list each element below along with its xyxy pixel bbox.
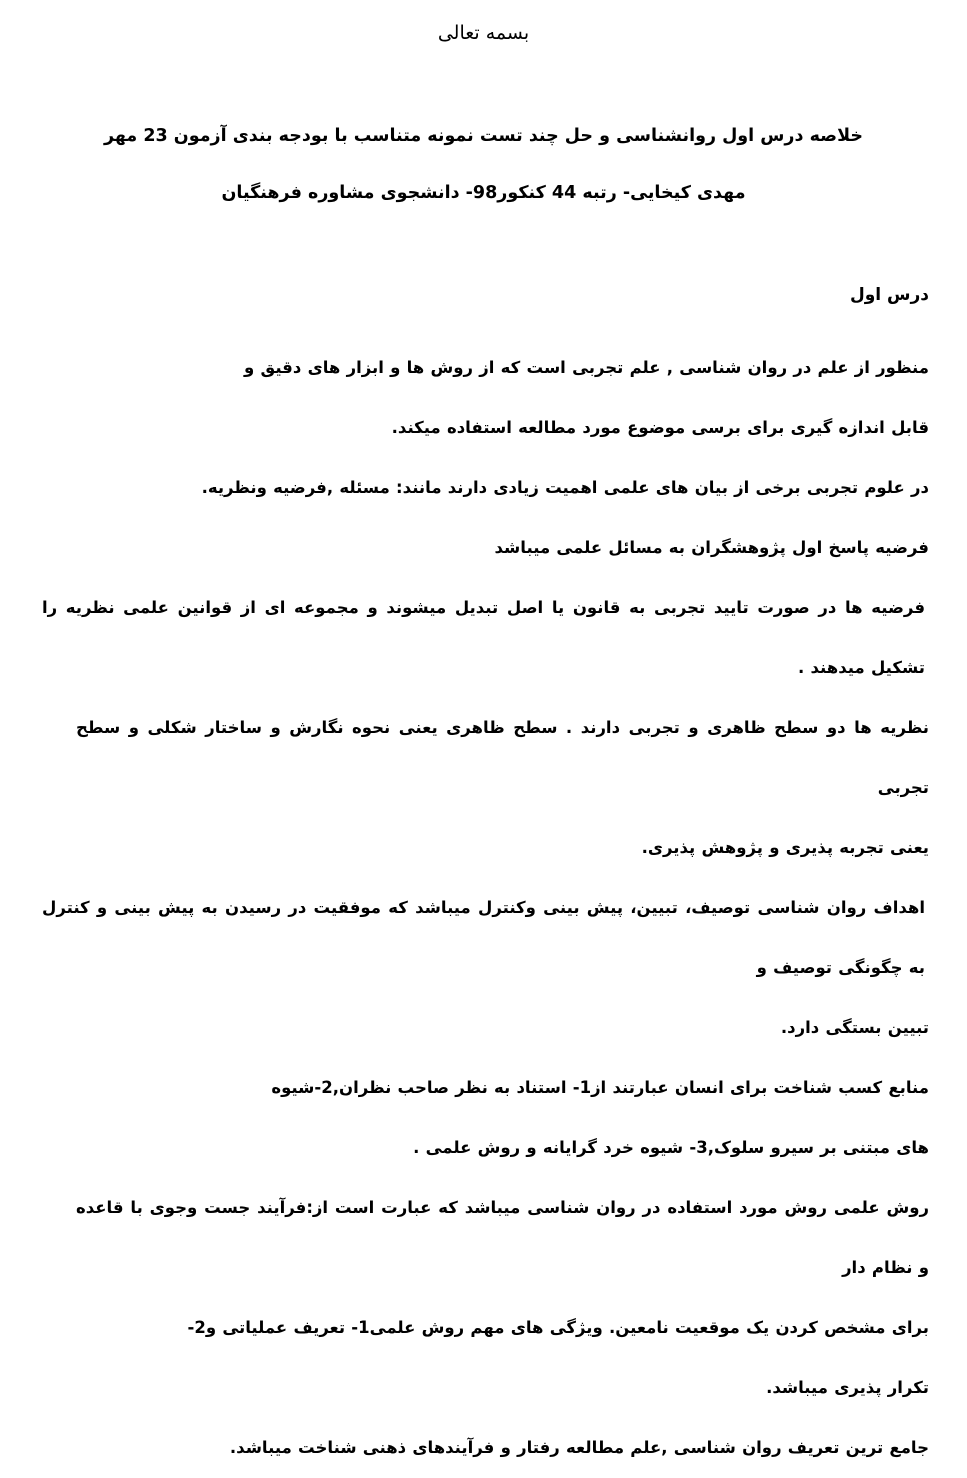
paragraph-line: روش علمی روش مورد استفاده در روان شناسی میباشد که عبارت است از:فرآیند جست وجوی با قاعده و نظام دار [76, 1197, 929, 1277]
spacer-after-heading [34, 308, 933, 338]
paragraph-line: فرضیه ها در صورت تایید تجربی به قانون یا اصل تبدیل میشوند و مجموعه ای از قوانین علمی نظریه را تشکیل میدهند . [42, 597, 925, 677]
document-title-author: مهدی کیخایی- رتبه 44 کنکور98- دانشجوی مشاوره فرهنگیان [221, 183, 746, 204]
paragraph-line: تکرار پذیری میباشد. [766, 1377, 929, 1397]
paragraph-line: در علوم تجربی برخی از بیان های علمی اهمیت زیادی دارند مانند: مسئله ,فرضیه ونظریه. [201, 477, 929, 497]
spacer-after-titles [34, 206, 933, 284]
paragraph-line: قابل اندازه گیری برای برسی موضوع مورد مطالعه استفاده میکند. [391, 417, 929, 437]
paragraph-line: اهداف روان شناسی توصیف، تبیین، پیش بینی وکنترل میباشد که موفقیت در رسیدن به پیش بینی و کنترل به چگونگی توصیف و [42, 897, 925, 977]
basmala-heading: بسمه تعالی [437, 22, 530, 44]
document-title-primary: خلاصه درس اول روانشناسی و حل چند تست نمونه متناسب با بودجه بندی آزمون 23 مهر [103, 125, 863, 146]
paragraph-line: منظور از علم در روان شناسی , علم تجربی است که از روش ها و ابزار های دقیق و [243, 357, 929, 377]
paragraph-line: تبیین بستگی دارد. [780, 1017, 929, 1037]
paragraph-line: فرضیه پاسخ اول پژوهشگران به مسائل علمی میباشد [494, 537, 929, 557]
paragraph-line: منابع کسب شناخت برای انسان عبارتند از1- استناد به نظر صاحب نظران,2-شیوه [271, 1077, 929, 1097]
document-body [34, 338, 933, 1478]
paragraph-line: نظریه ها دو سطح ظاهری و تجربی دارند . سطح ظاهری یعنی نحوه نگارش و ساختار شکلی و سطح تجربی [76, 717, 929, 797]
paragraph-line: یعنی تجربه پذیری و پژوهش پذیری. [641, 837, 929, 857]
section-heading-lesson-one: درس اول [849, 284, 929, 305]
spacer-after-basmala [34, 47, 933, 125]
paragraph-line: های مبتنی بر سیرو سلوک,3- شیوه خرد گرایانه و روش علمی . [413, 1137, 929, 1157]
paragraph-line: جامع ترین تعریف روان شناسی ,علم مطالعه رفتار و فرآیندهای ذهنی شناخت میباشد. [229, 1437, 929, 1457]
paragraph-line: برای مشخص کردن یک موقعیت نامعین. ویژگی های مهم روش علمی1- تعریف عملیاتی و2- [187, 1317, 929, 1337]
